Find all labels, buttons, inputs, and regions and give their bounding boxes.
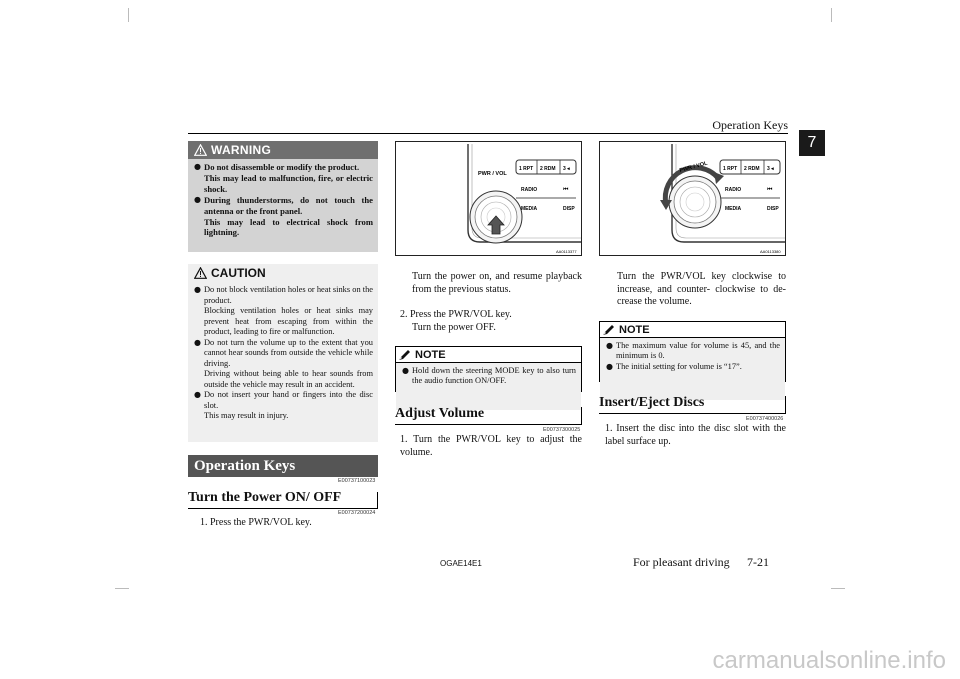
footer-code: OGAE14E1 (440, 559, 482, 568)
footer-page-number: 7-21 (747, 555, 769, 569)
bullet-icon: ● (194, 337, 201, 347)
warning-item-detail: This may lead to malfunction, fire, or electric shock. (204, 172, 373, 194)
subsection-title-disc: Insert/Eject Discs (599, 395, 705, 410)
footer-section: For pleasant driving (633, 555, 730, 569)
note-body (396, 363, 581, 410)
warning-item-text: Do not disassemble or modify the product. (204, 162, 360, 172)
bullet-icon: ● (194, 285, 201, 294)
power-step-2: 2. Press the PWR/VOL key. (400, 309, 512, 320)
warning-title: WARNING (211, 143, 272, 157)
warning-header (188, 141, 378, 159)
bullet-icon: ● (194, 162, 201, 171)
warning-item (194, 162, 373, 195)
note-box-2 (599, 321, 786, 382)
note-body (600, 338, 785, 400)
caution-item-detail: Driving without being able to hear sounds from outside the vehicle may result in an accident. (204, 369, 373, 389)
figure-code: AA0113380 (760, 249, 781, 254)
note-item (606, 341, 780, 362)
subsection-code: E00737200024 (338, 510, 376, 516)
subsection-rule (599, 413, 786, 414)
bullet-icon: ● (194, 194, 201, 204)
note-item-text: The initial setting for volume is “17”. (616, 361, 742, 371)
power-step-2-result: Turn the power OFF. (412, 322, 496, 333)
caution-item (194, 285, 373, 338)
running-title: Operation Keys (712, 118, 788, 132)
section-title-operation-keys: Operation Keys (188, 455, 378, 477)
pwr-vol-label: PWR / VOL (478, 171, 507, 177)
button-1-label: 1 RPT (723, 166, 738, 172)
radio-label: RADIO (521, 187, 538, 193)
bullet-icon: ● (194, 390, 201, 399)
button-2-label: 2 RDM (744, 166, 760, 172)
caution-box (188, 264, 378, 442)
warning-box (188, 141, 378, 252)
caution-item-text: Do not insert your hand or fingers into the disc slot. (204, 390, 373, 410)
media-label: MEDIA (521, 206, 538, 212)
figure-code: AA0113377 (556, 249, 577, 254)
pwr-vol-label: PWR / VOL (678, 160, 709, 174)
note-box-1 (395, 346, 582, 392)
bullet-icon: ● (606, 341, 613, 350)
crop-mark (128, 8, 129, 22)
warning-item-detail: This may lead to electrical shock from lightning. (204, 216, 373, 238)
media-label: MEDIA (725, 206, 742, 212)
skip-back-icon: ⏮ (563, 186, 569, 193)
disp-label: DISP (767, 206, 779, 212)
warning-item-text: During thunderstorms, do not touch the antenna or the front panel. (204, 194, 373, 216)
button-3-label: 3 ◂ (767, 166, 774, 172)
caution-item-detail: This may result in injury. (204, 411, 289, 420)
chapter-tab: 7 (799, 130, 825, 156)
audio-panel-press-illustration (396, 142, 582, 256)
note-item-text: Hold down the steering MODE key to also turn the audio function ON/OFF. (412, 366, 576, 386)
power-step-1: 1. Press the PWR/VOL key. (200, 517, 312, 528)
note-header (600, 322, 785, 338)
audio-panel-turn-illustration (600, 142, 786, 256)
disc-step-1: 1. Insert the disc into the disc slot with the label surface up. (605, 423, 786, 447)
warning-item (194, 195, 373, 239)
section-code: E00737100023 (338, 478, 376, 484)
subsection-rule (785, 396, 786, 413)
volume-step-1-result: Turn the PWR/VOL key clockwise to increase, and counter- clockwise to decrease the volume. (617, 271, 786, 307)
note-pencil-icon (398, 349, 412, 361)
crop-mark (831, 8, 832, 22)
subsection-title-power: Turn the Power ON/ OFF (188, 490, 342, 505)
caution-item (194, 338, 373, 391)
caution-triangle-icon (194, 267, 207, 279)
figure-pwr-press (395, 141, 582, 256)
button-2-label: 2 RDM (540, 166, 556, 172)
note-header (396, 347, 581, 363)
subsection-title-volume: Adjust Volume (395, 406, 485, 421)
note-title: NOTE (619, 323, 650, 336)
bullet-icon: ● (402, 366, 409, 375)
caution-item-text: Do not turn the volume up to the extent that you cannot hear sounds from outside the vehicle while driving. (204, 337, 373, 368)
note-pencil-icon (602, 324, 616, 336)
disp-label: DISP (563, 206, 575, 212)
warning-triangle-icon (194, 144, 207, 156)
caution-item (194, 390, 373, 422)
note-item-text: The maximum value for volume is 45, and the minimum is 0. (616, 341, 780, 361)
subsection-rule (188, 508, 378, 509)
button-3-label: 3 ◂ (563, 166, 570, 172)
button-1-label: 1 RPT (519, 166, 534, 172)
note-title: NOTE (415, 348, 446, 361)
subsection-rule (581, 407, 582, 424)
watermark: carmanualsonline.info (712, 647, 946, 674)
caution-title: CAUTION (211, 266, 266, 280)
crop-mark (115, 588, 129, 589)
caution-item-text: Do not block ventilation holes or heat sinks on the product. (204, 285, 373, 305)
skip-back-icon: ⏮ (767, 186, 773, 193)
subsection-code: E00737300025 (543, 427, 581, 433)
header-rule (188, 133, 788, 134)
subsection-code: E00737400026 (746, 416, 784, 422)
subsection-rule (395, 424, 582, 425)
note-item (402, 366, 576, 387)
warning-body (188, 159, 378, 238)
power-step-1-result: Turn the power on, and resume playback from the previous status. (412, 271, 582, 295)
note-item (606, 362, 780, 372)
crop-mark (831, 588, 845, 589)
bullet-icon: ● (606, 361, 613, 371)
volume-step-1 (400, 434, 582, 459)
radio-label: RADIO (725, 187, 742, 193)
figure-volume-turn (599, 141, 786, 256)
subsection-rule (377, 492, 378, 509)
caution-item-detail: Blocking ventilation holes or heat sinks may prevent heat from escaping from within the product, leading to fire or malfunction. (204, 306, 373, 336)
caution-body (188, 282, 378, 422)
caution-header (188, 264, 378, 282)
volume-step-1-text: 1. Turn the PWR/VOL key to adjust the volume. (400, 434, 582, 458)
